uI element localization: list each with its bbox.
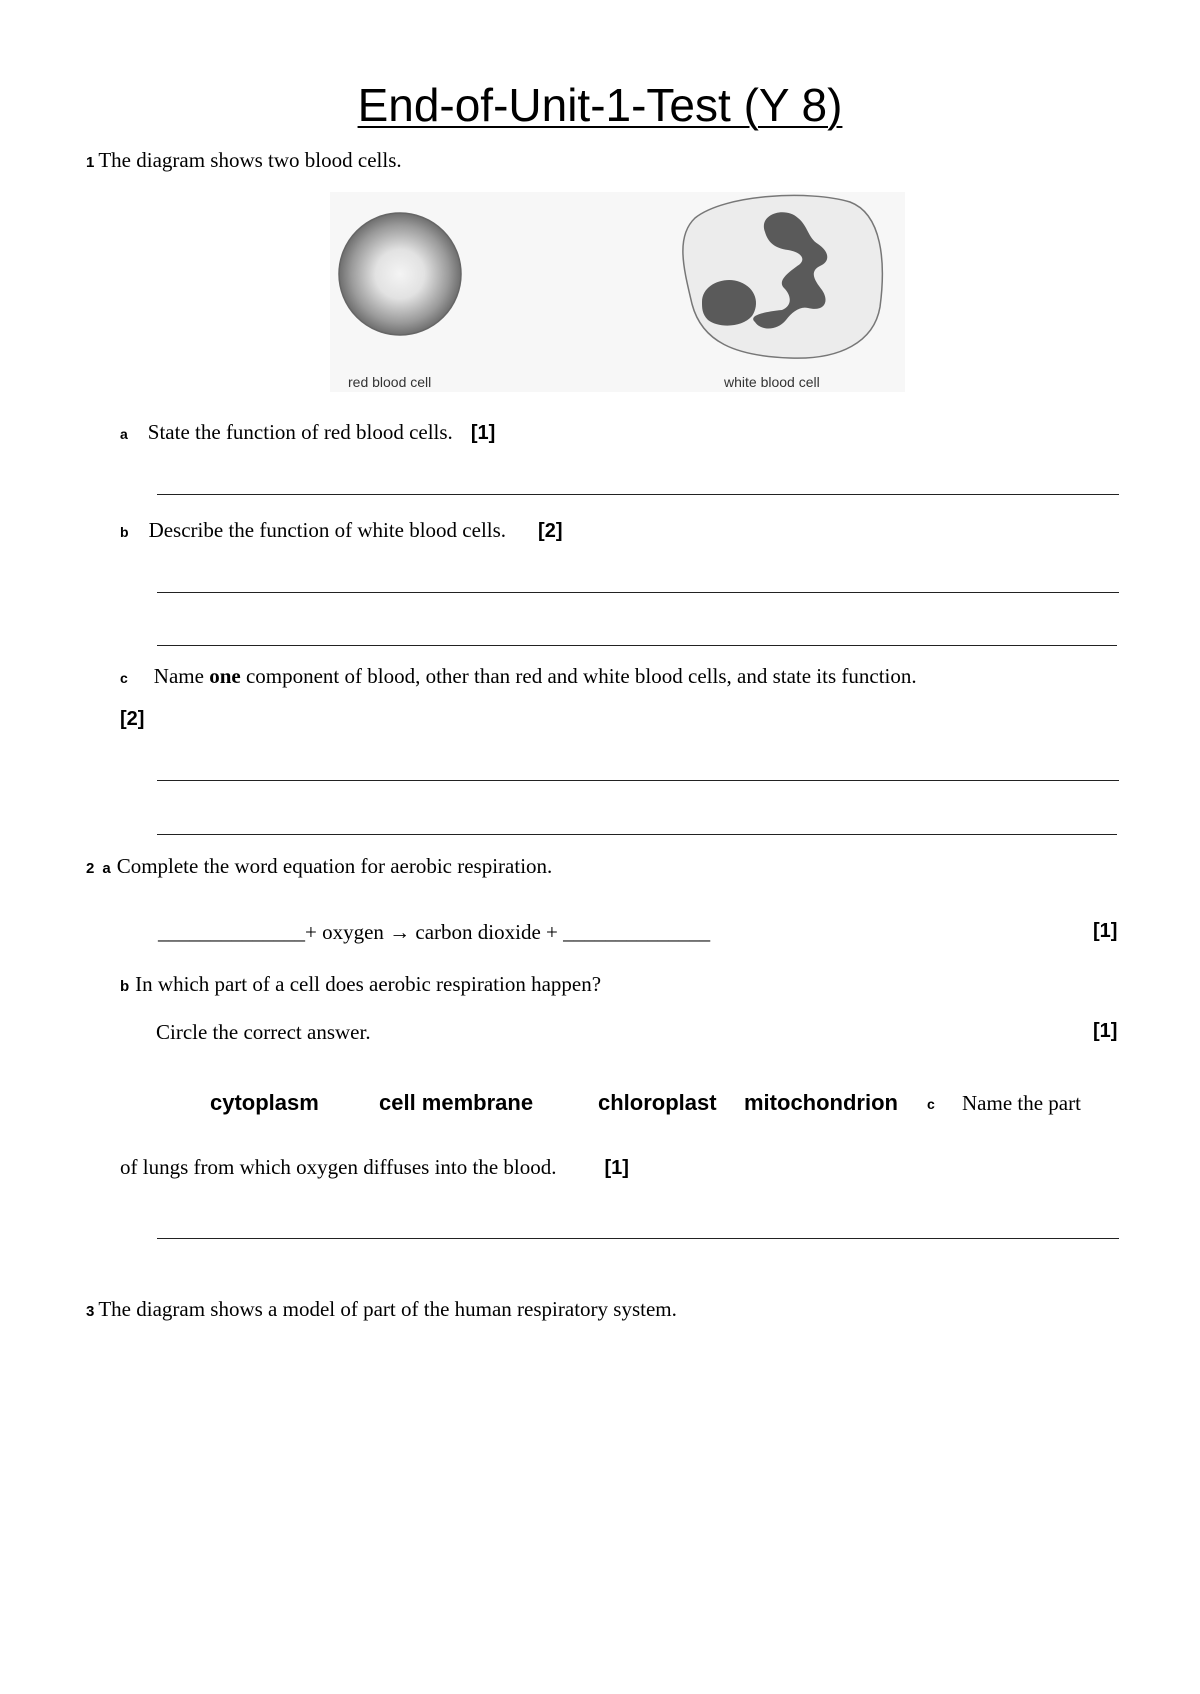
question-1a [120, 420, 495, 445]
question-text: Describe the function of white blood cells. [148, 518, 507, 542]
part-letter: b [120, 978, 130, 995]
answer-line[interactable] [157, 592, 1119, 593]
question-text: The diagram shows two blood cells. [98, 148, 402, 172]
white-blood-cell-label: white blood cell [724, 374, 820, 390]
answer-line[interactable] [157, 494, 1119, 495]
question-text: The diagram shows a model of part of the human respiratory system. [98, 1297, 677, 1321]
question-emphasis: one [209, 664, 241, 688]
question-text: In which part of a cell does aerobic respiration happen? [135, 972, 602, 996]
marks: [1] [604, 1157, 629, 1179]
part-letter: a [102, 860, 111, 877]
question-number: 1 [86, 154, 95, 171]
red-blood-cell-label: red blood cell [348, 374, 432, 390]
question-text: Complete the word equation for aerobic respiration. [116, 854, 553, 878]
answer-line[interactable] [157, 780, 1119, 781]
marks: [2] [120, 708, 145, 730]
question-text-start: Name [153, 664, 210, 688]
nucleus-lobe [702, 280, 756, 326]
question-text-end: component of blood, other than red and white blood cells, and state its function. [240, 664, 917, 688]
instruction: Circle the correct answer. [156, 1020, 371, 1044]
part-letter: a [120, 426, 128, 442]
question-number: 2 [86, 860, 95, 877]
blood-cells-illustration [330, 192, 905, 392]
option-chloroplast[interactable]: chloroplast [598, 1090, 717, 1115]
marks: [1] [470, 422, 496, 444]
red-blood-cell [339, 213, 461, 335]
option-cell-membrane[interactable]: cell membrane [379, 1090, 534, 1115]
marks: [1] [1093, 1020, 1118, 1042]
marks: [2] [538, 520, 563, 542]
question-1b [120, 518, 563, 543]
question-2c [120, 1155, 629, 1180]
question-2c-text-start: Name the part [962, 1091, 1081, 1115]
question-number: 3 [86, 1303, 95, 1320]
question-2b [120, 972, 601, 997]
blood-cells-diagram [330, 192, 905, 392]
marks: [1] [1093, 920, 1118, 942]
option-mitochondrion[interactable]: mitochondrion [744, 1090, 898, 1115]
answer-line[interactable] [157, 1238, 1119, 1239]
question-3-intro [86, 1297, 677, 1322]
answer-line[interactable] [157, 834, 1117, 835]
part-letter: c [120, 670, 128, 686]
option-cytoplasm[interactable]: cytoplasm [210, 1090, 319, 1115]
part-letter: c [927, 1096, 935, 1112]
question-1c [120, 664, 917, 689]
question-text: State the function of red blood cells. [147, 420, 453, 444]
answer-line[interactable] [157, 645, 1117, 646]
word-equation[interactable]: ______________+ oxygen → carbon dioxide + ______________ [158, 920, 711, 944]
page-title: End-of-Unit-1-Test (Y 8) [357, 79, 843, 131]
question-1-intro [86, 148, 402, 173]
question-text: of lungs from which oxygen diffuses into the blood. [120, 1155, 557, 1179]
part-letter: b [120, 524, 129, 540]
question-2a [86, 854, 552, 879]
